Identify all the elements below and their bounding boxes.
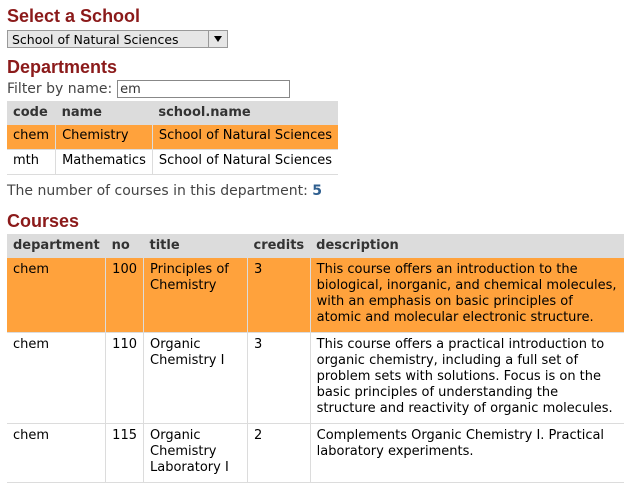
course-row-chem-100[interactable] [7, 258, 624, 333]
courses-heading: Courses [7, 211, 80, 231]
course-title-cell: Organic Chemistry I [144, 333, 248, 424]
column-header-name[interactable]: name [56, 101, 153, 125]
course-no-cell: 100 [106, 258, 144, 333]
course-count [7, 183, 626, 199]
column-header-code[interactable]: code [7, 101, 56, 125]
course-department-cell: chem [7, 424, 106, 483]
departments-header-row [7, 101, 338, 125]
course-count-label: The number of courses in this department: [7, 183, 308, 199]
column-header-no[interactable]: no [106, 234, 144, 258]
course-description-cell: This course offers a practical introduction to organic chemistry, including a full set of problem sets with solutions. Focus is on the basic principles of understanding the structure and reactivity of organic molecules. [310, 333, 624, 424]
department-row-chem[interactable] [7, 125, 338, 150]
filter-row [7, 80, 626, 98]
school-select-button[interactable] [208, 31, 227, 47]
departments-table [7, 101, 338, 175]
course-department-cell: chem [7, 258, 106, 333]
chevron-down-icon [214, 36, 222, 42]
column-header-title[interactable]: title [144, 234, 248, 258]
course-row-chem-110[interactable] [7, 333, 624, 424]
course-count-value: 5 [312, 183, 323, 199]
department-school-cell: School of Natural Sciences [152, 150, 338, 175]
course-description-cell: Complements Organic Chemistry I. Practical laboratory experiments. [310, 424, 624, 483]
course-credits-cell: 3 [248, 333, 311, 424]
department-school-cell: School of Natural Sciences [152, 125, 338, 150]
course-credits-cell: 3 [248, 258, 311, 333]
departments-heading: Departments [7, 57, 118, 77]
school-select[interactable] [7, 30, 228, 48]
school-heading: Select a School [7, 6, 141, 26]
filter-label: Filter by name: [7, 81, 113, 97]
column-header-department[interactable]: department [7, 234, 106, 258]
course-no-cell: 110 [106, 333, 144, 424]
courses-header-row [7, 234, 624, 258]
column-header-description[interactable]: description [310, 234, 624, 258]
column-header-school-name[interactable]: school.name [152, 101, 338, 125]
course-title-cell: Organic Chemistry Laboratory I [144, 424, 248, 483]
department-code-cell: chem [7, 125, 56, 150]
school-select-value: School of Natural Sciences [12, 31, 179, 47]
courses-table [7, 234, 624, 483]
course-no-cell: 115 [106, 424, 144, 483]
course-title-cell: Principles of Chemistry [144, 258, 248, 333]
filter-input[interactable] [117, 80, 290, 98]
department-name-cell: Chemistry [56, 125, 153, 150]
department-name-cell: Mathematics [56, 150, 153, 175]
course-row-chem-115[interactable] [7, 424, 624, 483]
course-credits-cell: 2 [248, 424, 311, 483]
department-code-cell: mth [7, 150, 56, 175]
column-header-credits[interactable]: credits [248, 234, 311, 258]
course-description-cell: This course offers an introduction to the biological, inorganic, and chemical molecules, with an emphasis on basic principles of atomic and molecular electronic structure. [310, 258, 624, 333]
department-row-mth[interactable] [7, 150, 338, 175]
course-department-cell: chem [7, 333, 106, 424]
